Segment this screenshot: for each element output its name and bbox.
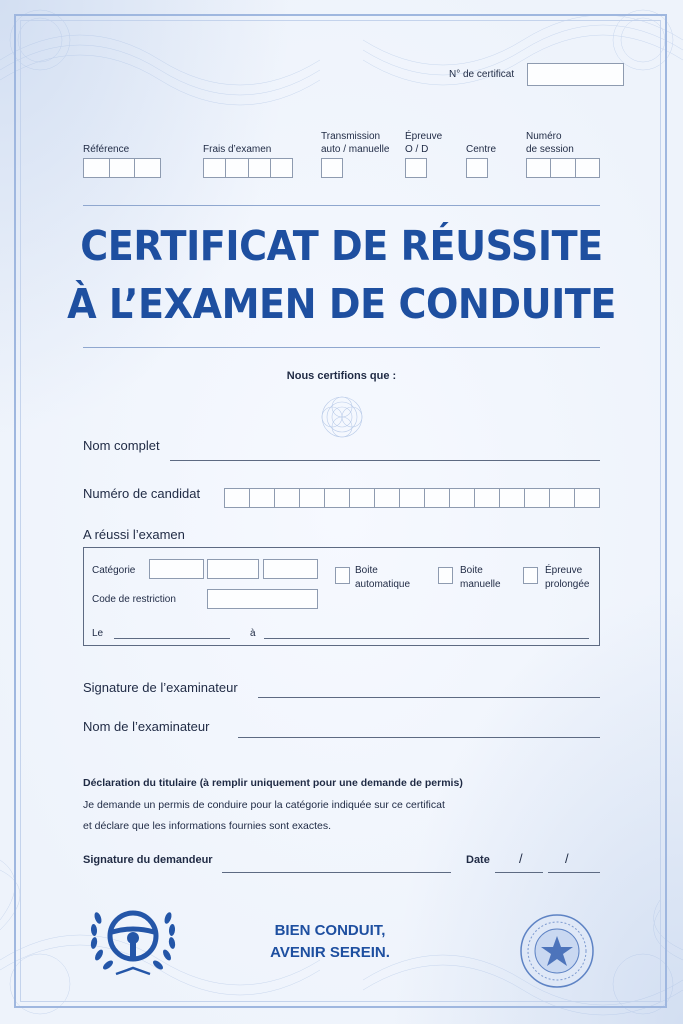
date-separator-2: / (565, 851, 569, 866)
date-day-line[interactable] (495, 872, 543, 873)
reference-label: Référence (83, 144, 130, 155)
exam-fee-label: Frais d’examen (203, 144, 272, 155)
title-divider-top (83, 205, 600, 206)
star-seal-icon (518, 912, 596, 990)
exam-fee-field[interactable] (203, 158, 293, 178)
examiner-name-label: Nom de l’examinateur (83, 719, 210, 734)
date-separator-1: / (519, 851, 523, 866)
place-line[interactable] (264, 638, 589, 639)
title-line1: CERTIFICAT DE RÉUSSITE (80, 222, 603, 270)
restriction-code-label: Code de restriction (92, 594, 176, 605)
declaration-line1: Je demande un permis de conduire pour la catégorie indiquée sur ce certificat (83, 799, 445, 811)
candidate-number-label: Numéro de candidat (83, 486, 201, 501)
test-type-field[interactable] (405, 158, 427, 178)
extended-label-line2: prolongée (545, 579, 590, 590)
examiner-signature-line[interactable] (258, 697, 600, 698)
certificate-number-field[interactable] (527, 63, 624, 86)
reference-field[interactable] (83, 158, 161, 178)
centre-label: Centre (466, 144, 497, 155)
title-divider-bottom (83, 347, 600, 348)
candidate-number-field[interactable] (224, 488, 600, 508)
applicant-signature-label: Signature du demandeur (83, 854, 213, 866)
rosette-watermark-icon (320, 395, 364, 439)
applicant-date-label: Date (466, 854, 490, 866)
manual-checkbox[interactable] (438, 567, 453, 584)
motto-line1: BIEN CONDUIT, (274, 922, 386, 939)
transmission-label-line1: Transmission (321, 131, 381, 142)
restriction-code-field[interactable] (207, 589, 318, 609)
date-month-line[interactable] (548, 872, 600, 873)
full-name-line[interactable] (170, 460, 600, 461)
transmission-label-line2: auto / manuelle (321, 144, 390, 155)
session-number-field[interactable] (526, 158, 600, 178)
automatic-label-line2: automatique (355, 579, 411, 590)
place-label: à (250, 628, 256, 639)
extended-test-checkbox[interactable] (523, 567, 538, 584)
examiner-signature-label: Signature de l’examinateur (83, 680, 238, 695)
date-line[interactable] (114, 638, 230, 639)
test-label-line2: O / D (405, 144, 429, 155)
session-label-line1: Numéro (526, 131, 562, 142)
automatic-label-line1: Boite (355, 565, 378, 576)
category-label: Catégorie (92, 565, 136, 576)
passed-exam-label: A réussi l’examen (83, 527, 185, 542)
title-line2: À L’EXAMEN DE CONDUITE (67, 280, 616, 328)
transmission-field[interactable] (321, 158, 343, 178)
centre-field[interactable] (466, 158, 488, 178)
manual-label-line1: Boite (460, 565, 483, 576)
motto-line2: AVENIR SEREIN. (270, 944, 390, 961)
category-field-2[interactable] (207, 559, 259, 579)
declaration-line2: et déclare que les informations fournies sont exactes. (83, 820, 332, 832)
full-name-label: Nom complet (83, 438, 160, 453)
manual-label-line2: manuelle (460, 579, 501, 590)
extended-label-line1: Épreuve (545, 565, 583, 576)
examiner-name-line[interactable] (238, 737, 600, 738)
certify-text: Nous certifions que : (286, 370, 397, 382)
test-label-line1: Épreuve (405, 131, 443, 142)
session-label-line2: de session (526, 144, 574, 155)
declaration-heading: Déclaration du titulaire (à remplir uniquement pour une demande de permis) (83, 777, 463, 789)
date-label: Le (92, 628, 104, 639)
certificate-number-label: N° de certificat (449, 69, 515, 80)
category-field-3[interactable] (263, 559, 318, 579)
steering-wheel-laurel-icon (86, 898, 180, 982)
applicant-signature-line[interactable] (222, 872, 451, 873)
automatic-checkbox[interactable] (335, 567, 350, 584)
category-field-1[interactable] (149, 559, 204, 579)
